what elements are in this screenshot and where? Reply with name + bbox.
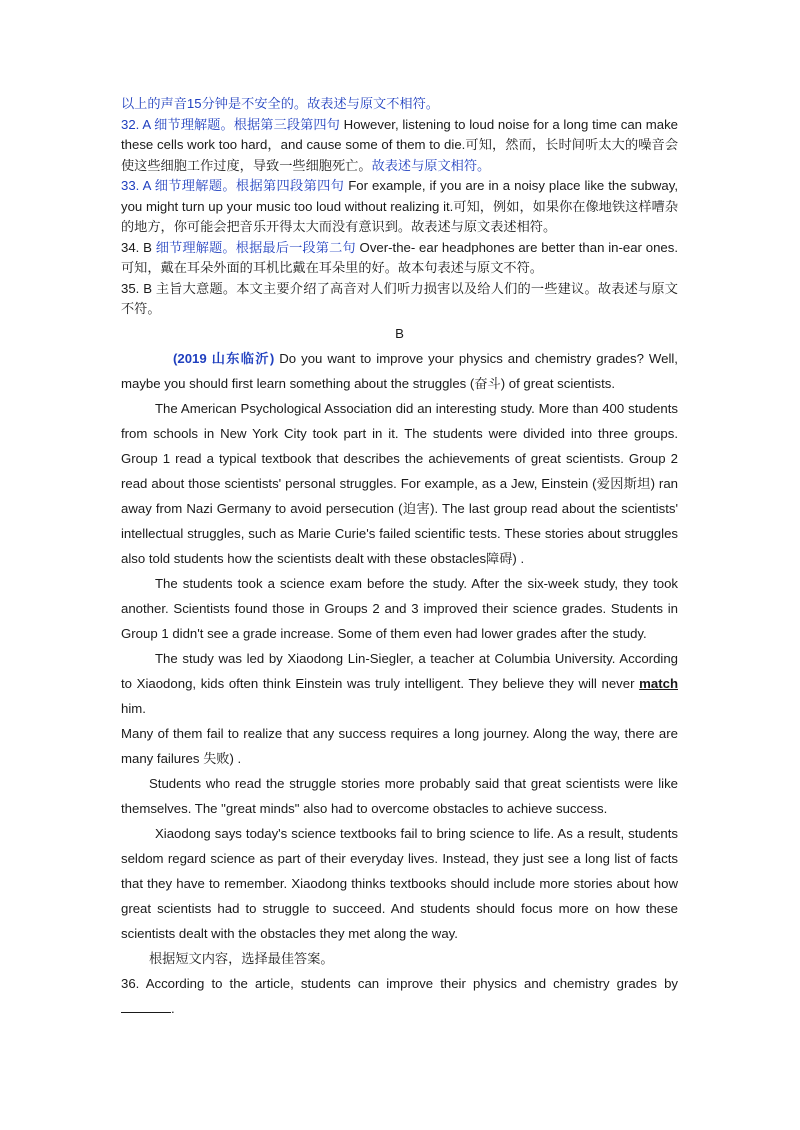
answer-34: 34. B 细节理解题。根据最后一段第二句 Over-the- ear headphones are better than in-ear ones. 可知，戴在耳朵外面的耳机比戴在耳朵里的好。故本句表述与原文不符。 [121, 239, 679, 275]
reading-passage [121, 346, 678, 1021]
question-instruction: 根据短文内容，选择最佳答案。 [149, 951, 334, 966]
answer-33: 33. A 细节理解题。根据第四段第四句 For example, if you are in a noisy place like the subway, you might turn up your music too loud without realizing it.可知，例如，如果你在像地铁这样嘈杂的地方，你可能会把音乐开得太大而没有意识到。故表述与原文表述相符。 [121, 178, 679, 234]
underlined-word: match [639, 676, 678, 691]
passage-paragraph-3: The students took a science exam before the study. After the six-week study, they took another. Scientists found those in Groups 2 and 3 improved their science grades. Students in Group 1 didn't see a grade increase. Some of them even had lower grades after the study. [121, 576, 678, 641]
answer-31-tail: 以上的声音15分钟是不安全的。故表述与原文不相符。 [121, 96, 439, 111]
question-36: 36. According to the article, students can improve their physics and chemistry grades by . [121, 976, 678, 1016]
passage-paragraph-1: (2019 山东临沂) Do you want to improve your physics and chemistry grades? Well, maybe you should first learn something about the struggles (奋斗) of great scientists. [121, 351, 678, 391]
passage-paragraph-7: Xiaodong says today's science textbooks fail to bring science to life. As a result, students seldom regard science as part of their everyday lives. Instead, they just see a long list of facts that they have to remember. Xiaodong thinks textbooks should include more stories about how great scientists had to struggle to succeed. And students should focus more on how these scientists dealt with the obstacles they met along the way. [121, 826, 678, 941]
passage-paragraph-4: The study was led by Xiaodong Lin-Siegler, a teacher at Columbia University. According to Xiaodong, kids often think Einstein was truly intelligent. They believe they will never match him. [121, 651, 678, 716]
answer-blank [121, 998, 171, 1013]
passage-paragraph-5: Many of them fail to realize that any success requires a long journey. Along the way, there are many failures 失败) . [121, 726, 678, 766]
passage-paragraph-2: The American Psychological Association did an interesting study. More than 400 students from schools in New York City took part in it. The students were divided into three groups. Group 1 read a typical textbook that describes the achievements of great scientists. Group 2 read about those scientists' personal struggles. For example, as a Jew, Einstein (爱因斯坦) ran away from Nazi Germany to avoid persecution (迫害). The last group read about the scientists' intellectual struggles, such as Marie Curie's failed scientific tests. These stories about struggles also told students how the scientists dealt with these obstacles障碍) . [121, 401, 678, 566]
answer-35: 35. B 主旨大意题。本文主要介绍了高音对人们听力损害以及给人们的一些建议。故表述与原文不符。 [121, 280, 678, 316]
passage-paragraph-6: Students who read the struggle stories more probably said that great scientists were like themselves. The "great minds" also had to overcome obstacles to achieve success. [121, 776, 678, 816]
section-heading: B [395, 325, 404, 341]
answer-explanations [121, 94, 678, 320]
answer-32: 32. A 细节理解题。根据第三段第四句 However, listening to loud noise for a long time can make these cells work too hard，and cause some of them to die.可知，然而，长时间听太大的噪音会使这些细胞工作过度，导致一些细胞死亡。故表述与原文相符。 [121, 116, 679, 173]
passage-source: (2019 山东临沂) [173, 351, 275, 366]
document-page [121, 94, 678, 1021]
